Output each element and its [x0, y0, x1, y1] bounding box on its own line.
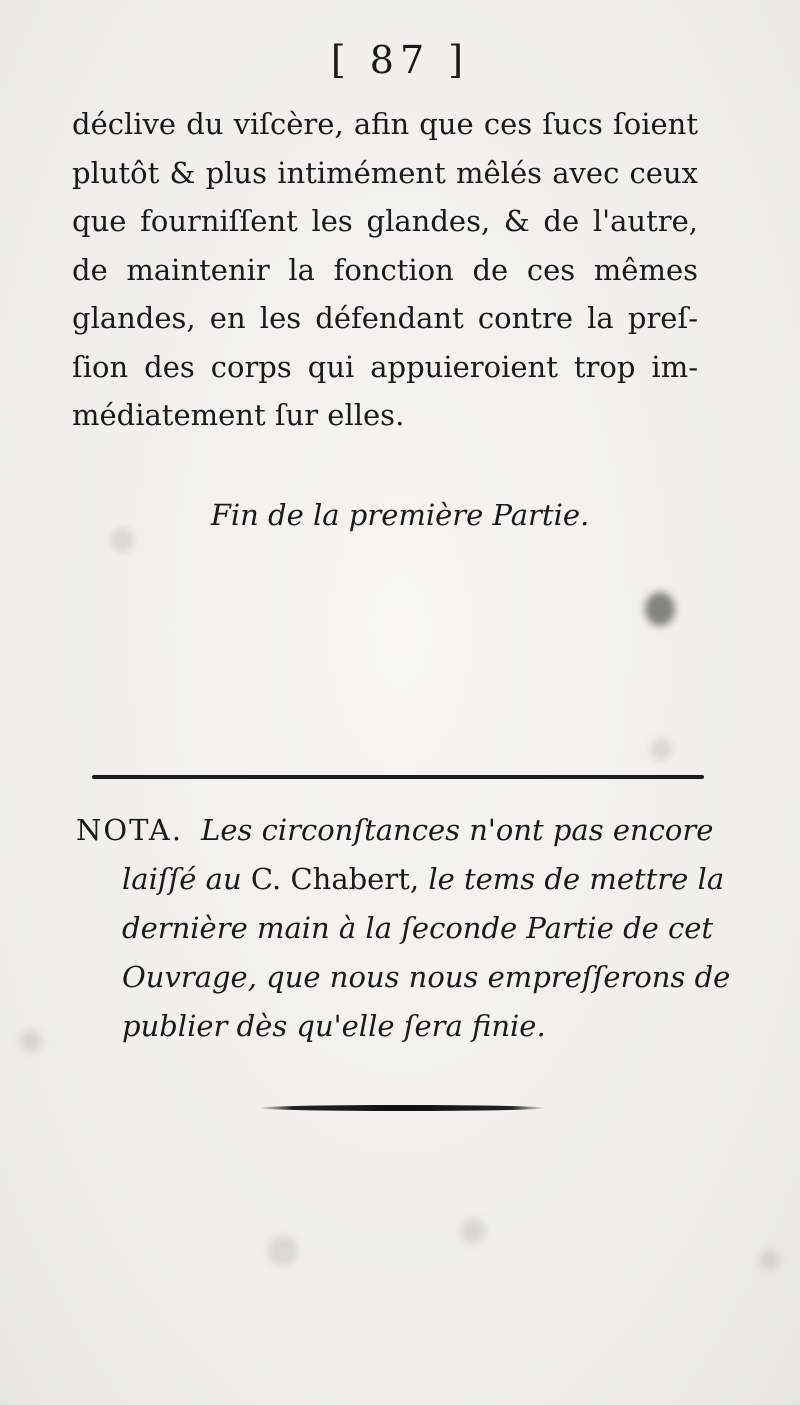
- nota-label: NOTA.: [76, 813, 184, 847]
- nota-line: le tems de mettre la: [428, 862, 725, 896]
- author-name: C. Chabert,: [250, 862, 420, 896]
- nota-line: Les circonſtances n'ont pas encore: [201, 813, 714, 847]
- text-line: médiatement ſur elles.: [72, 398, 405, 432]
- stain: [650, 738, 672, 760]
- nota-line: laiſſé au: [122, 862, 242, 896]
- page-number: [ 87 ]: [330, 38, 470, 82]
- stain: [760, 1250, 780, 1270]
- text-line: que fourniſſent les glandes, & de l'autre,: [72, 204, 698, 238]
- tailpiece-rule: [258, 1105, 546, 1111]
- text-line: plutôt & plus intimément mêlés avec ceux: [72, 155, 698, 190]
- body-paragraph: [72, 100, 698, 440]
- stain: [268, 1236, 298, 1266]
- text-line: glandes, en les défendant contre la preſ-: [72, 301, 698, 335]
- ink-blot: [645, 592, 675, 626]
- nota-note: [76, 806, 731, 1051]
- text-line: ſion des corps qui appuieroient trop im-: [72, 349, 698, 384]
- horizontal-rule: [92, 775, 704, 779]
- stain: [460, 1218, 486, 1244]
- stain: [20, 1030, 42, 1052]
- nota-line: publier dès qu'elle ſera finie.: [122, 1009, 546, 1043]
- nota-line: dernière main à la ſeconde Partie de cet: [122, 911, 714, 945]
- text-line: de maintenir la fonction de ces mêmes: [72, 252, 698, 287]
- nota-line: Ouvrage, que nous nous empreſſerons de: [122, 960, 731, 994]
- text-line: déclive du viſcère, afin que ces ſucs ſoient: [72, 107, 698, 141]
- part-end-heading: Fin de la première Partie.: [210, 498, 590, 532]
